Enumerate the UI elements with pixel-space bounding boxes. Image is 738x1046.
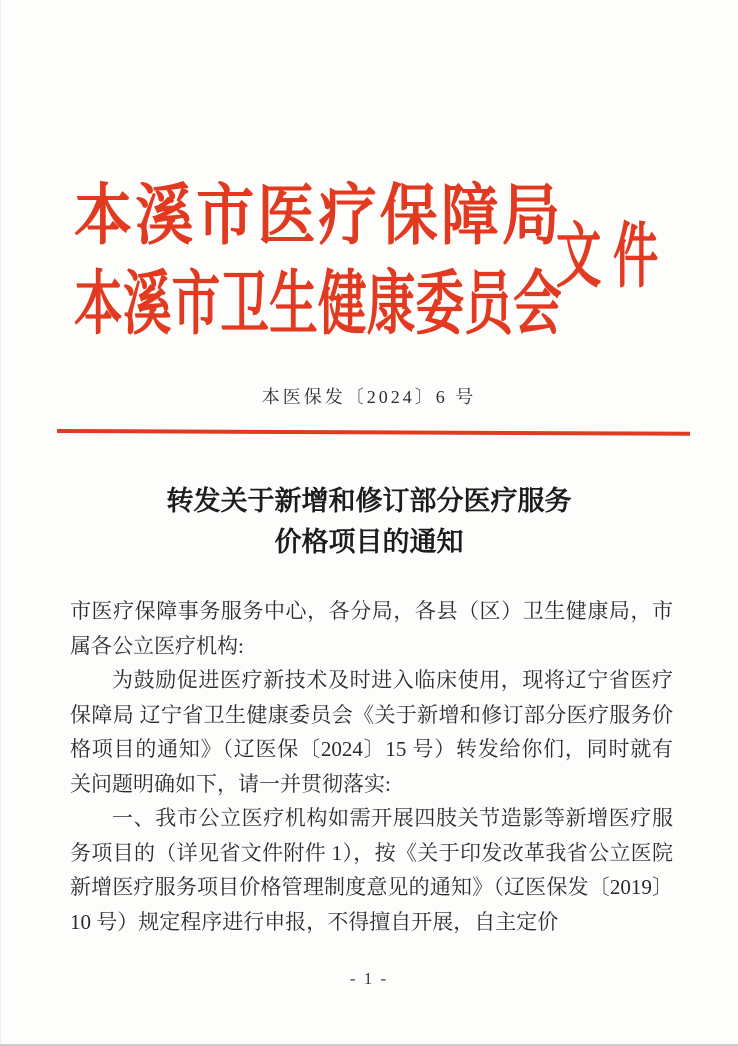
document-word-label: 文件 bbox=[556, 218, 670, 297]
document-body bbox=[70, 594, 673, 939]
paragraph-item-1: 一、我市公立医疗机构如需开展四肢关节造影等新增医疗服务项目的（详见省文件附件 1），按《关于印发改革我省公立医院新增医疗服务项目价格管理制度意见的通知》（辽医保发〔2019〕10 号）规定程序进行申报，不得擅自开展，自主定价 bbox=[70, 806, 673, 934]
page-number: - 1 - bbox=[349, 969, 389, 988]
red-separator-line bbox=[57, 429, 690, 436]
paragraph-salutation: 市医疗保障事务服务中心，各分局，各县（区）卫生健康局，市属各公立医疗机构: bbox=[70, 599, 673, 658]
document-reference-number: 本医保发〔2024〕6 号 bbox=[261, 387, 477, 407]
issuing-org-line-1: 本溪市医疗保障局 bbox=[74, 178, 560, 254]
document-title bbox=[0, 481, 738, 563]
title-line-1: 转发关于新增和修订部分医疗服务 bbox=[166, 486, 572, 516]
title-line-2: 价格项目的通知 bbox=[274, 527, 464, 557]
issuing-org-line-2: 本溪市卫生健康委员会 bbox=[74, 265, 562, 344]
paragraph-intro: 为鼓励促进医疗新技术及时进入临床使用，现将辽宁省医疗保障局 辽宁省卫生健康委员会《关于新增和修订部分医疗服务价格项目的通知》（辽医保〔2024〕15 号）转发给你们，同时就有关问题明确如下，请一并贯彻落实: bbox=[70, 668, 673, 796]
